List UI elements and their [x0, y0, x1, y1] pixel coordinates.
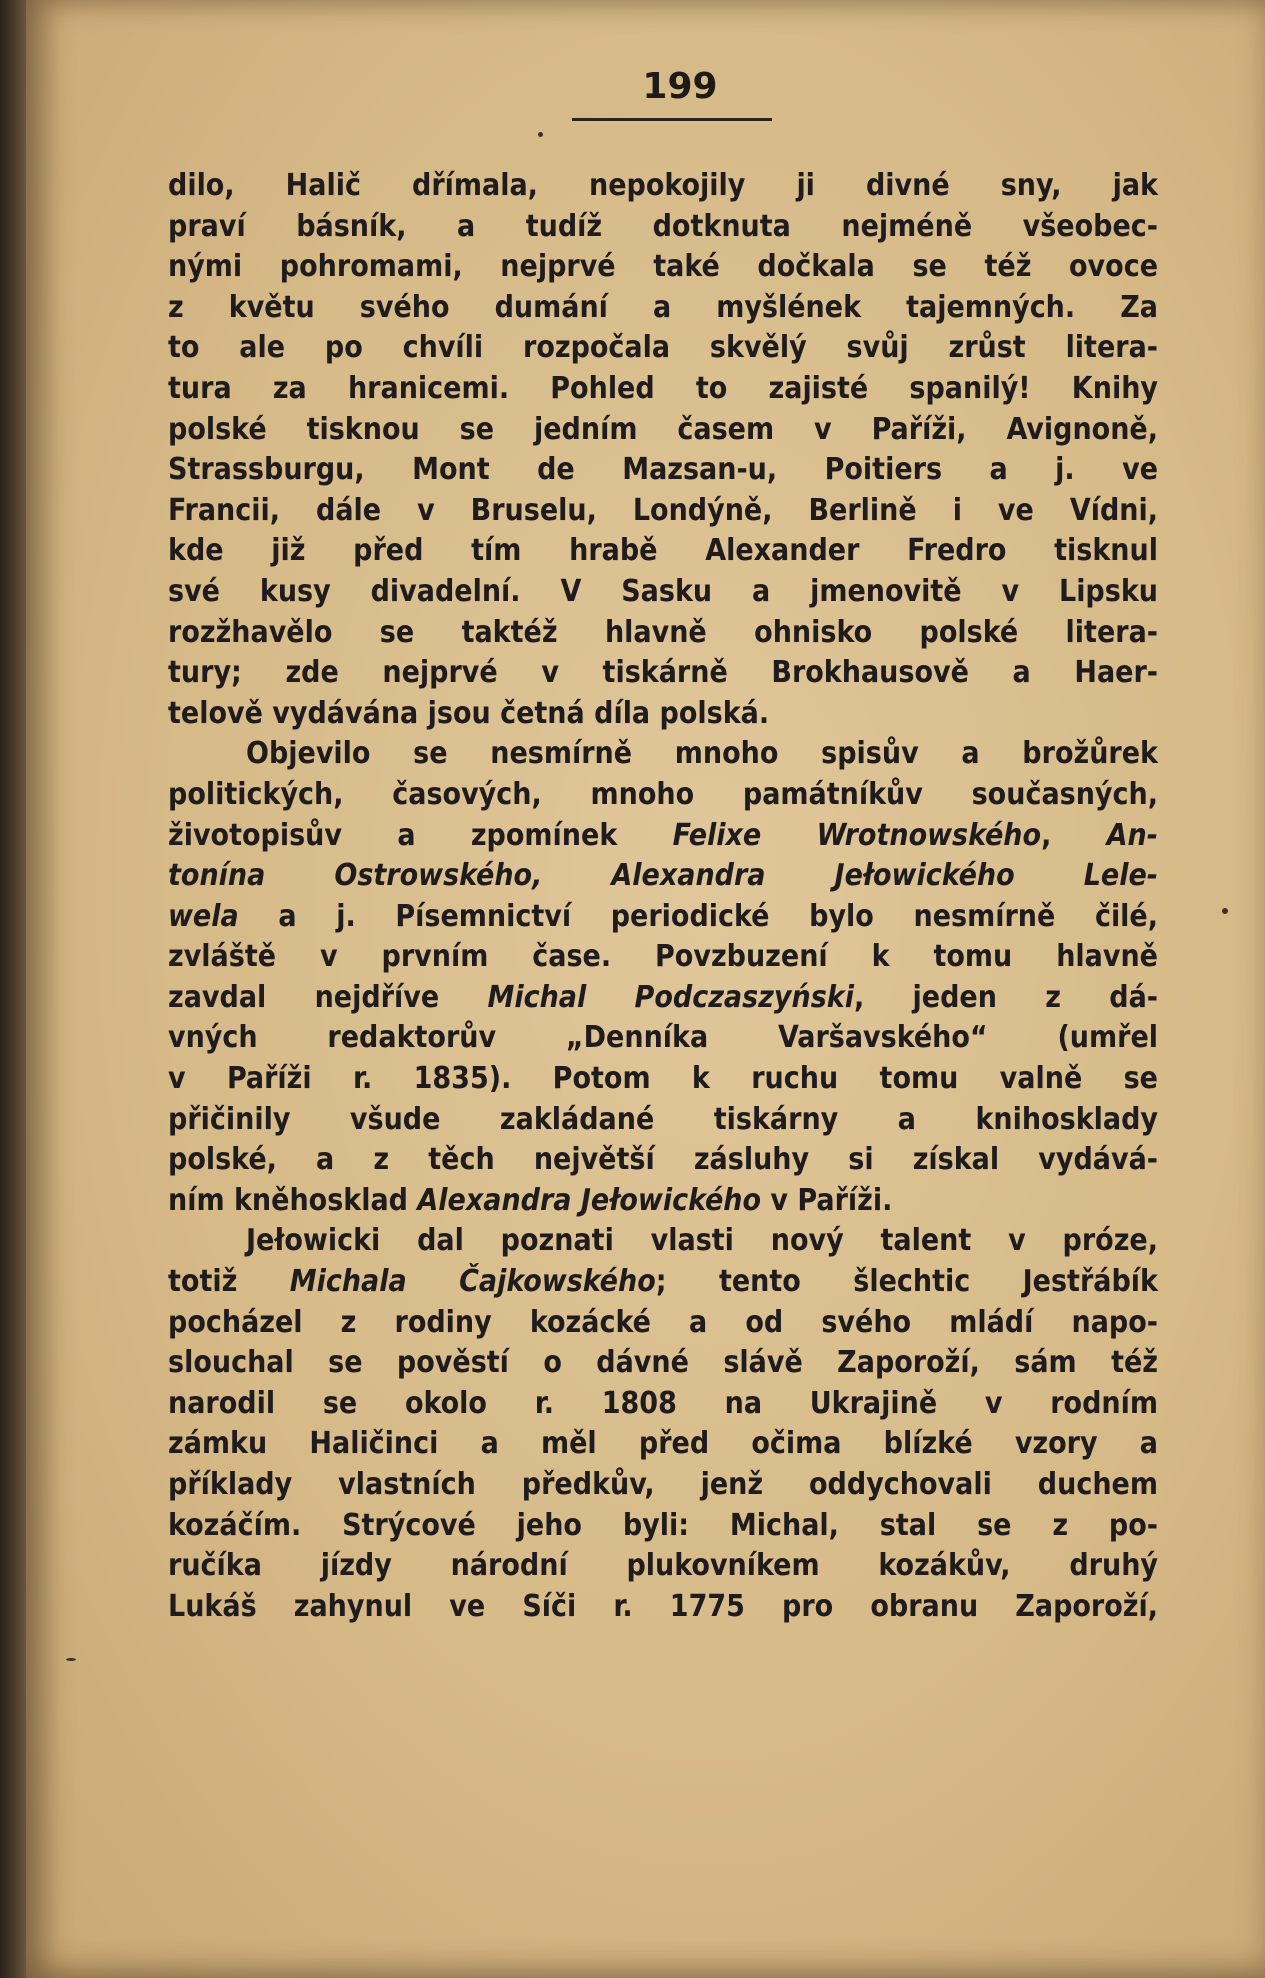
text-segment: ručíka jízdy národní plukovníkem kozákův, druhý — [168, 1548, 1158, 1584]
text-line — [168, 1140, 1158, 1181]
text-line — [168, 1181, 1158, 1222]
text-segment: Objevilo se nesmírně mnoho spisův a brožůrek — [246, 736, 1158, 772]
text-line — [168, 694, 1158, 735]
text-segment: praví básník, a tudíž dotknuta nejméně všeobec- — [168, 208, 1158, 244]
text-line — [168, 531, 1158, 572]
text-segment: telově vydávána jsou četná díla polská. — [168, 695, 770, 731]
text-segment: kozáčím. Strýcové jeho byli: Michal, stal se z po- — [168, 1507, 1158, 1543]
text-line — [168, 775, 1158, 816]
text-segment: , — [1041, 817, 1107, 853]
text-segment: dilo, Halič dřímala, nepokojily ji divné sny, jak — [168, 168, 1158, 203]
text-line — [168, 1100, 1158, 1141]
text-segment: v Paříži. — [761, 1182, 893, 1218]
text-segment: polské tisknou se jedním časem v Paříži, Avignoně, — [168, 411, 1158, 447]
header-rule — [572, 118, 772, 121]
text-line — [168, 207, 1158, 248]
italic-name: Felixe Wrotnowského — [672, 817, 1042, 853]
body-text — [168, 166, 1158, 1627]
text-line — [168, 734, 1158, 775]
text-line — [168, 166, 1158, 207]
text-segment: přičinily všude zakládané tiskárny a knihosklady — [168, 1101, 1158, 1137]
paragraph — [168, 166, 1158, 734]
text-segment: polské, a z těch největší zásluhy si získal vydává- — [168, 1142, 1158, 1178]
text-segment: zavdal nejdříve — [168, 979, 488, 1015]
text-line — [168, 1384, 1158, 1425]
text-segment: Jełowicki dal poznati vlasti nový talent v próze, — [246, 1223, 1158, 1259]
italic-name: tonína Ostrowského, Alexandra Jełowického Lele- — [168, 858, 1158, 894]
text-line — [168, 613, 1158, 654]
text-line — [168, 937, 1158, 978]
page-number: 199 — [642, 66, 718, 107]
text-line — [168, 653, 1158, 694]
text-line — [168, 491, 1158, 532]
paragraph — [168, 734, 1158, 1221]
text-line — [168, 856, 1158, 897]
text-line — [168, 288, 1158, 329]
text-segment: kde již před tím hrabě Alexander Fredro tisknul — [168, 533, 1158, 569]
italic-name: Michala Čajkowského — [289, 1264, 656, 1300]
text-line — [168, 1303, 1158, 1344]
text-line — [168, 816, 1158, 857]
text-line — [168, 450, 1158, 491]
text-segment: nými pohromami, nejprvé také dočkala se též ovoce — [168, 249, 1158, 285]
text-line — [168, 1465, 1158, 1506]
text-line — [168, 328, 1158, 369]
text-segment: to ale po chvíli rozpočala skvělý svůj zrůst litera- — [168, 330, 1158, 366]
text-segment: své kusy divadelní. V Sasku a jmenovitě v Lipsku — [168, 573, 1158, 609]
text-line — [168, 1546, 1158, 1587]
text-line — [168, 410, 1158, 451]
text-segment: narodil se okolo r. 1808 na Ukrajině v rodním — [168, 1385, 1158, 1421]
book-spine-shadow — [0, 0, 26, 1978]
book-page — [26, 0, 1265, 1978]
ink-speck — [66, 1658, 76, 1661]
text-line — [168, 572, 1158, 613]
text-line — [168, 897, 1158, 938]
text-line — [168, 369, 1158, 410]
text-line — [168, 1059, 1158, 1100]
text-segment: rozžhavělo se taktéž hlavně ohnisko polské litera- — [168, 614, 1158, 650]
italic-name: Michal Podczaszyński — [487, 979, 854, 1015]
text-segment: totiž — [168, 1264, 290, 1300]
text-segment: , jeden z dá- — [853, 979, 1158, 1015]
text-line — [168, 1424, 1158, 1465]
text-segment: Lukáš zahynul ve Síči r. 1775 pro obranu Zaporoží, — [168, 1588, 1158, 1624]
text-segment: ním kněhosklad — [168, 1182, 418, 1218]
text-segment: Francii, dále v Bruselu, Londýně, Berlině i ve Vídni, — [168, 492, 1158, 528]
text-line — [168, 1506, 1158, 1547]
text-segment: příklady vlastních předkův, jenž oddychovali duchem — [168, 1467, 1158, 1502]
text-segment: a j. Písemnictví periodické bylo nesmírně čilé, — [238, 898, 1158, 934]
ink-speck — [538, 132, 543, 137]
text-line — [168, 1018, 1158, 1059]
text-segment: politických, časových, mnoho památníkův současných, — [168, 776, 1158, 812]
text-segment: v Paříži r. 1835). Potom k ruchu tomu valně se — [168, 1061, 1158, 1097]
text-line — [168, 1262, 1158, 1303]
text-line — [168, 1587, 1158, 1628]
text-segment: slouchal se pověstí o dávné slávě Zaporoží, sám též — [168, 1345, 1158, 1381]
text-segment: tury; zde nejprvé v tiskárně Brokhausově a Haer- — [168, 655, 1158, 691]
text-segment: zámku Haličinci a měl před očima blízké vzory a — [168, 1426, 1158, 1462]
italic-name: Alexandra Jełowického — [417, 1182, 762, 1218]
text-line — [168, 247, 1158, 288]
italic-name: wela — [168, 898, 239, 934]
text-segment: životopisův a zpomínek — [168, 817, 673, 853]
ink-speck — [1222, 908, 1228, 914]
text-segment: Strassburgu, Mont de Mazsan-u, Poitiers a j. ve — [168, 452, 1158, 488]
text-segment: zvláště v prvním čase. Povzbuzení k tomu hlavně — [168, 939, 1158, 975]
text-segment: tura za hranicemi. Pohled to zajisté spanilý! Knihy — [168, 370, 1158, 406]
text-segment: pocházel z rodiny kozácké a od svého mládí napo- — [168, 1304, 1158, 1340]
text-line — [168, 1343, 1158, 1384]
text-line — [168, 1221, 1158, 1262]
text-line — [168, 978, 1158, 1019]
text-segment: ; tento šlechtic Jestřábík — [655, 1264, 1158, 1300]
italic-name: An- — [1106, 817, 1158, 853]
text-segment: vných redaktorův „Denníka Varšavského“ (umřel — [168, 1020, 1158, 1056]
paragraph — [168, 1221, 1158, 1627]
text-segment: z květu svého dumání a myšlének tajemných. Za — [168, 289, 1158, 325]
